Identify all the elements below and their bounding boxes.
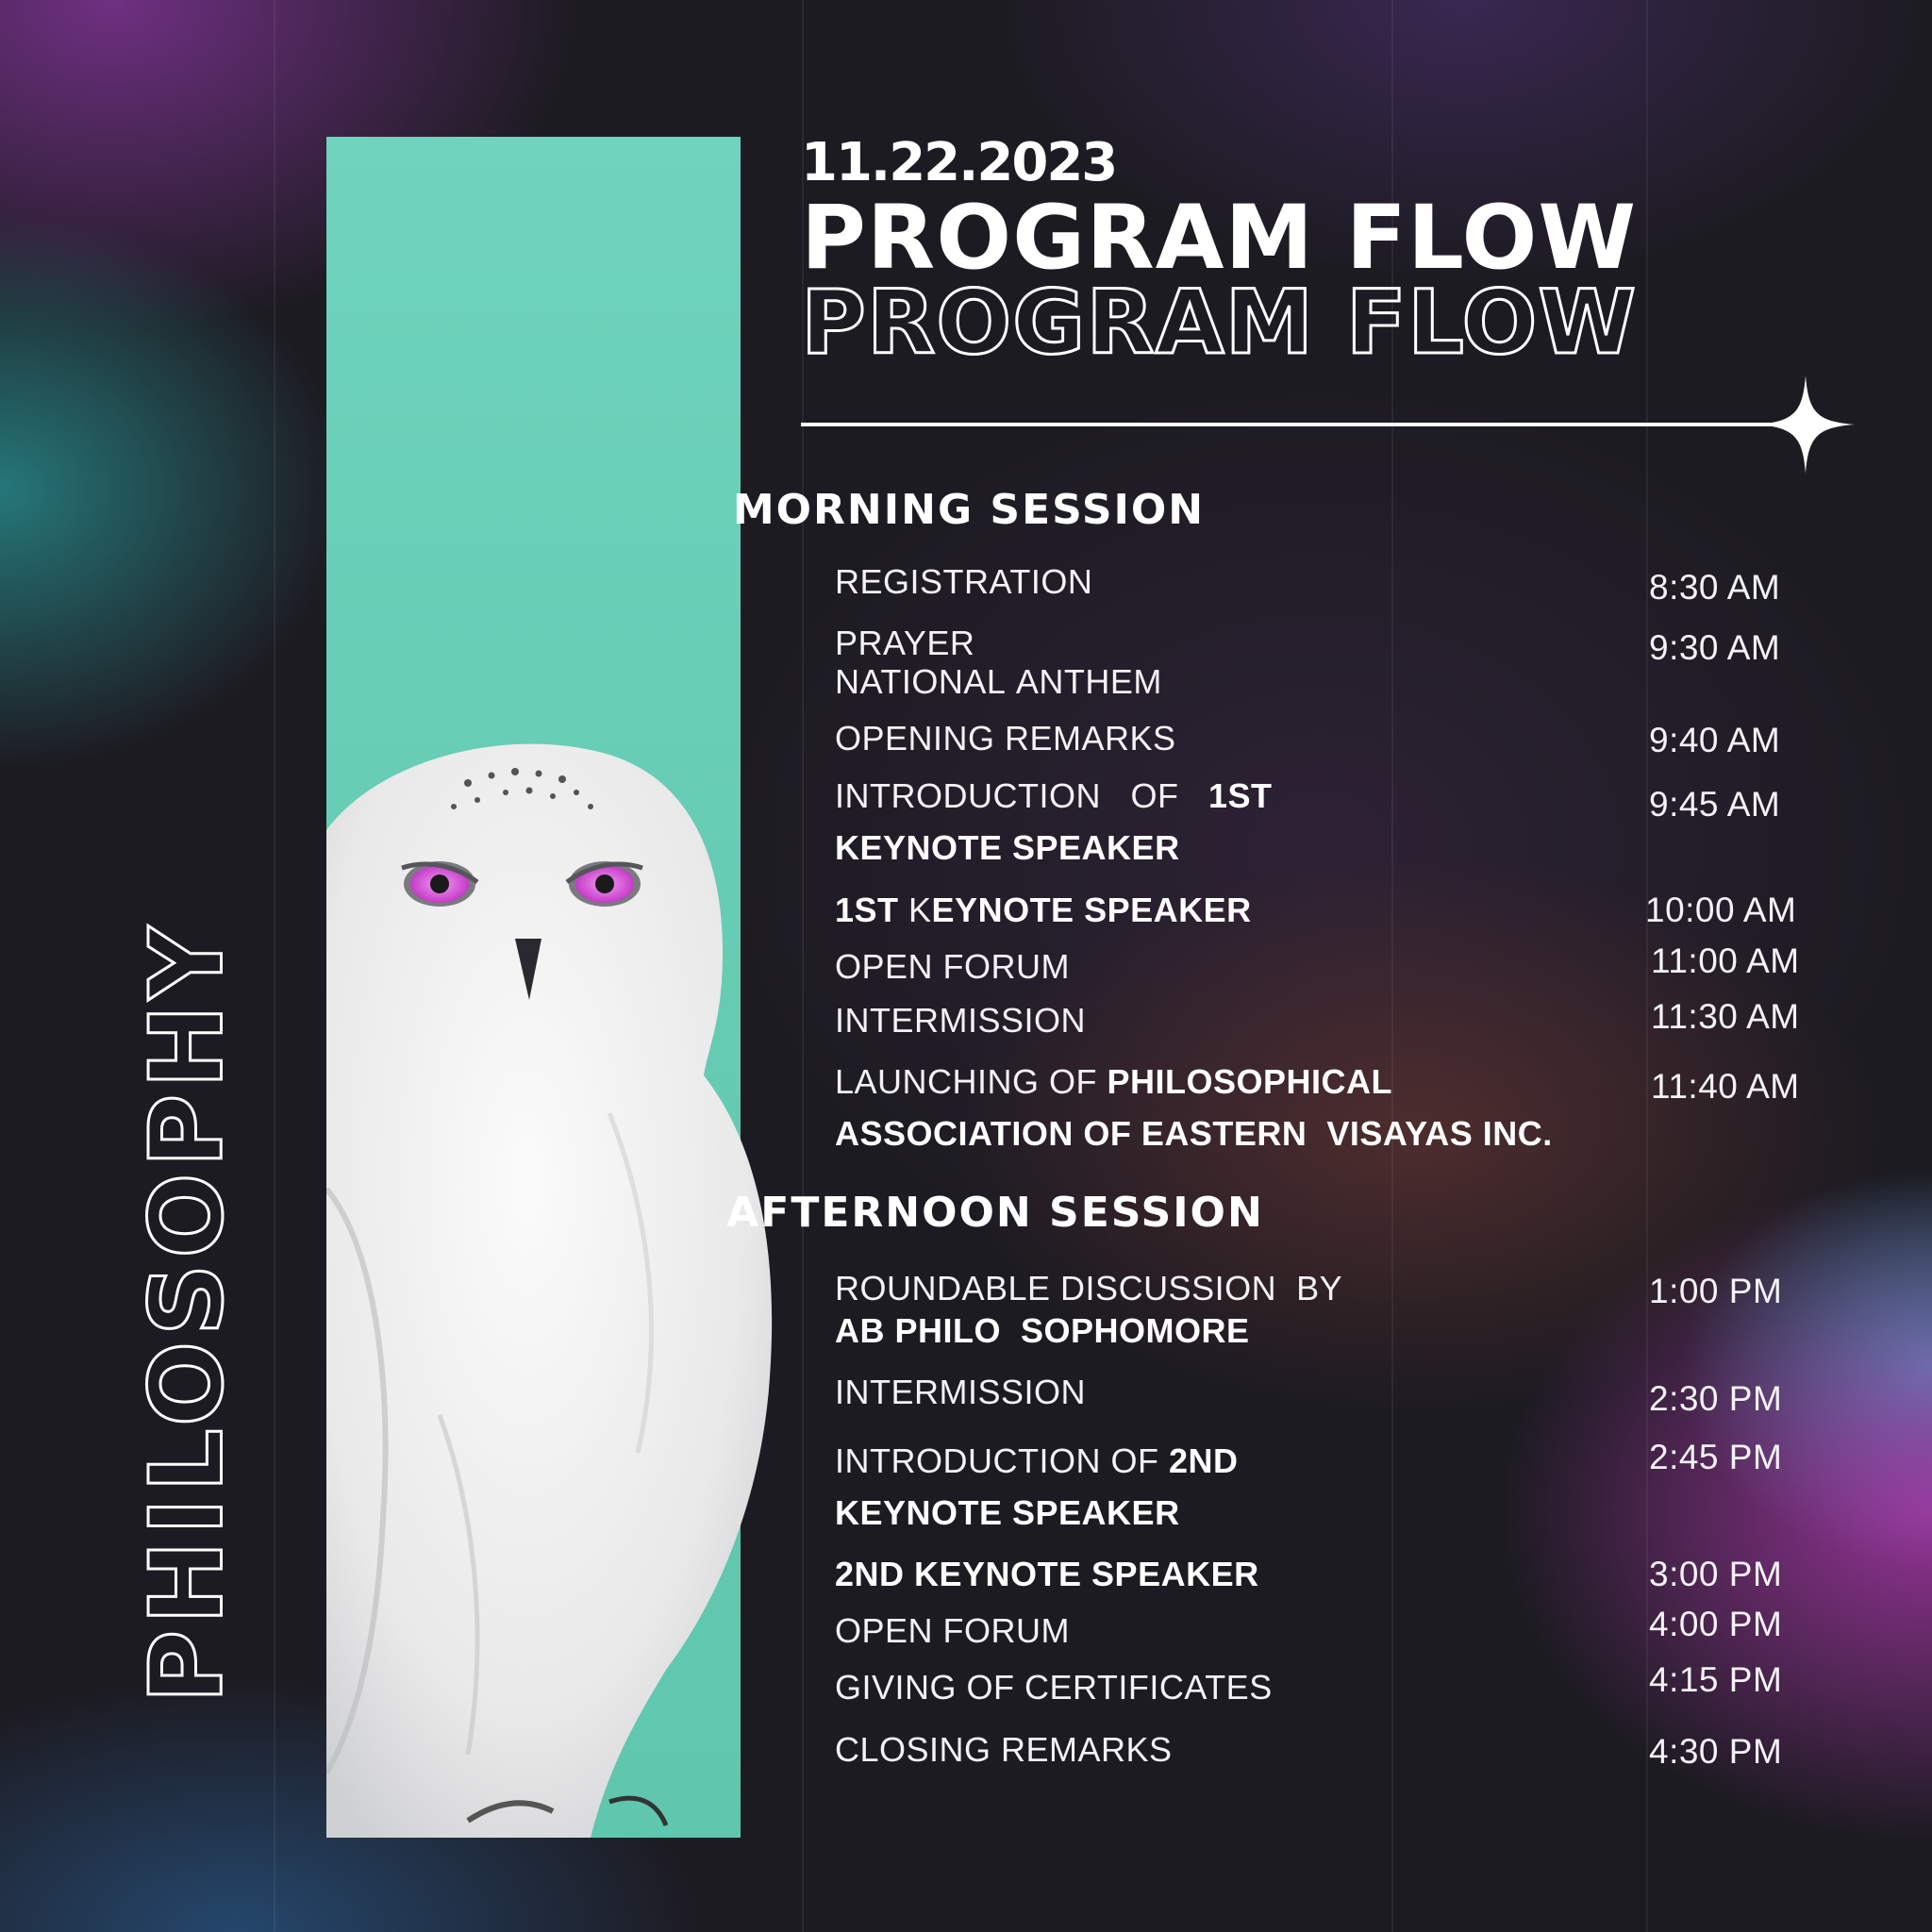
activity-text: 2ND KEYNOTE SPEAKER <box>835 1555 1259 1593</box>
activity-text: OPEN FORUM <box>835 947 1071 986</box>
morning-time: 8:30 AM <box>1649 568 1781 607</box>
morning-activity-line <box>835 828 1180 868</box>
activity-text: OPENING REMARKS <box>835 719 1176 758</box>
morning-time: 11:00 AM <box>1651 941 1800 980</box>
activity-text: NATIONAL ANTHEM <box>835 662 1162 701</box>
activity-text: AB PHILO SOPHOMORE <box>835 1311 1250 1350</box>
activity-text: 1ST <box>835 891 899 929</box>
afternoon-activity-line <box>835 1269 1342 1308</box>
activity-text: 2ND <box>1168 1441 1239 1480</box>
afternoon-activity-line <box>835 1493 1180 1533</box>
morning-time: 11:30 AM <box>1651 997 1800 1036</box>
owl-illustration <box>326 717 798 1838</box>
activity-text: KEYNOTE SPEAKER <box>835 828 1180 867</box>
morning-activity-line <box>835 562 1092 602</box>
activity-text: 1ST <box>1208 776 1273 815</box>
activity-text: PRAYER <box>835 624 975 662</box>
afternoon-time: 1:00 PM <box>1649 1272 1783 1310</box>
activity-text: KEYNOTE SPEAKER <box>835 1493 1180 1532</box>
morning-activity-line <box>835 891 1252 930</box>
morning-activity-line <box>835 624 974 663</box>
morning-time: 9:45 AM <box>1649 785 1781 824</box>
activity-text: ROUNDABLE DISCUSSION BY <box>835 1269 1343 1307</box>
morning-time: 11:40 AM <box>1651 1067 1800 1106</box>
grid-line <box>1646 0 1648 1932</box>
activity-text: GIVING OF CERTIFICATES <box>835 1668 1273 1707</box>
afternoon-time: 4:30 PM <box>1649 1732 1783 1771</box>
event-date: 11.22.2023 <box>801 132 1117 193</box>
afternoon-activity-line <box>835 1611 1070 1651</box>
activity-text: INTRODUCTION OF <box>835 1441 1169 1480</box>
activity-text: OPEN FORUM <box>835 1611 1071 1650</box>
divider-line <box>801 423 1799 426</box>
morning-session-heading: MORNING SESSION <box>732 486 1206 534</box>
activity-text: K <box>898 891 932 929</box>
page-title: PROGRAM FLOW <box>801 187 1638 290</box>
afternoon-time: 2:30 PM <box>1649 1379 1783 1418</box>
morning-activity-line <box>835 1114 1553 1154</box>
morning-activity-line <box>835 1062 1392 1102</box>
activity-text: INTRODUCTION OF <box>835 776 1208 815</box>
activity-text: INTERMISSION <box>835 1373 1087 1411</box>
afternoon-activity-line <box>835 1555 1259 1594</box>
afternoon-time: 3:00 PM <box>1649 1555 1783 1593</box>
afternoon-activity-line <box>835 1311 1250 1351</box>
morning-activity-line <box>835 719 1176 758</box>
morning-activity-line <box>835 662 1162 702</box>
afternoon-activity-line <box>835 1730 1173 1770</box>
afternoon-time: 4:00 PM <box>1649 1605 1783 1643</box>
grid-line <box>274 0 275 1932</box>
activity-text: REGISTRATION <box>835 562 1093 601</box>
afternoon-activity-line <box>835 1668 1273 1707</box>
afternoon-activity-line <box>835 1441 1239 1481</box>
morning-activity-line <box>835 776 1273 816</box>
afternoon-session-heading: AFTERNOON SESSION <box>726 1189 1264 1237</box>
activity-text: PHILOSOPHICAL <box>1107 1062 1393 1101</box>
page-title-outline: PROGRAM FLOW <box>801 272 1638 375</box>
afternoon-activity-line <box>835 1373 1086 1412</box>
morning-activity-line <box>835 947 1070 987</box>
morning-time: 9:30 AM <box>1649 628 1781 667</box>
philosophy-vertical-text: PHILOSOPHY <box>128 921 245 1704</box>
activity-text: ASSOCIATION OF EASTERN VISAYAS INC. <box>835 1114 1553 1153</box>
afternoon-time: 2:45 PM <box>1649 1438 1783 1476</box>
afternoon-time: 4:15 PM <box>1649 1660 1783 1699</box>
activity-text: INTERMISSION <box>835 1001 1087 1040</box>
sparkle-icon <box>1757 375 1855 474</box>
activity-text: LAUNCHING OF <box>835 1062 1108 1101</box>
morning-activity-line <box>835 1001 1086 1041</box>
activity-text: EYNOTE SPEAKER <box>931 891 1252 929</box>
activity-text: CLOSING REMARKS <box>835 1730 1173 1769</box>
morning-time: 9:40 AM <box>1649 721 1781 759</box>
morning-time: 10:00 AM <box>1645 891 1797 929</box>
